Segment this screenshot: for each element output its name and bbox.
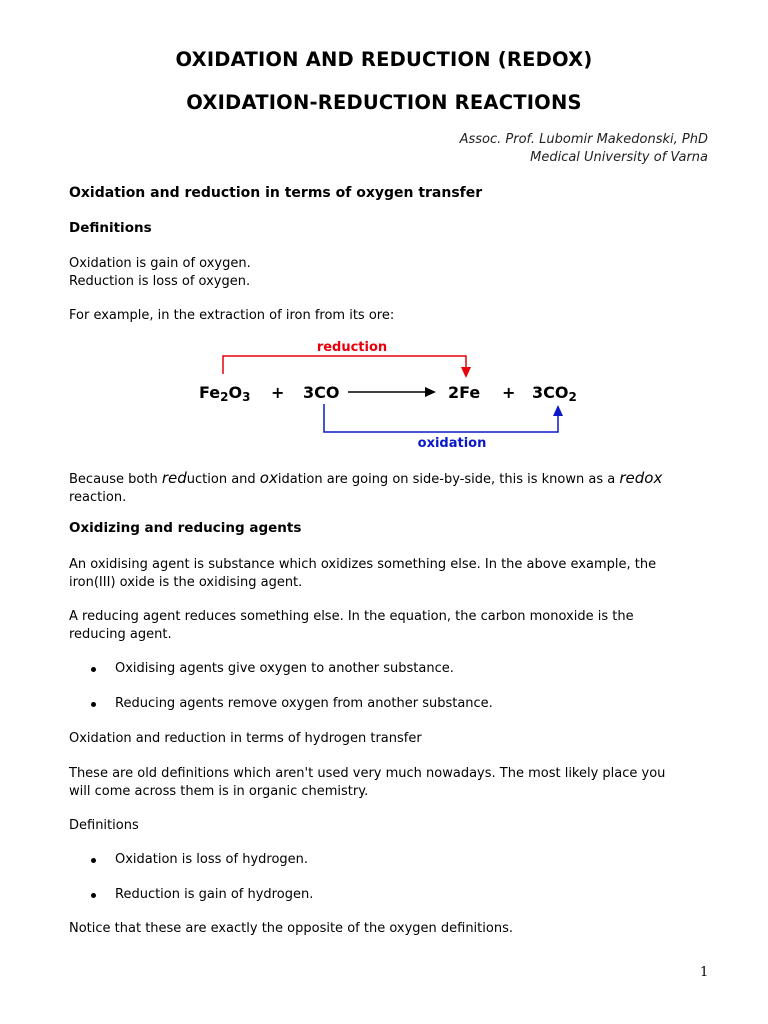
product-iron: 2Fe <box>448 383 481 402</box>
reducing-agent-paragraph <box>69 608 709 644</box>
plus-sign-2: + <box>502 383 516 402</box>
author-block <box>460 131 708 167</box>
bullet-dot <box>91 666 99 674</box>
hydrogen-heading: Oxidation and reduction in terms of hydrogen transfer <box>69 731 422 746</box>
product-carbon-dioxide: 3CO2 <box>532 383 577 404</box>
agents-heading: Oxidizing and reducing agents <box>69 520 302 536</box>
reducing-line-1: A reducing agent reduces something else. In the equation, the carbon monoxide is the <box>69 609 634 624</box>
bullet-reduction-hydrogen: Reduction is gain of hydrogen. <box>115 887 314 902</box>
oxidising-agent-paragraph <box>69 556 709 592</box>
redox-equation-diagram <box>180 332 620 458</box>
reaction-arrowhead <box>425 387 436 397</box>
redox-line-2: reaction. <box>69 490 127 505</box>
hydrogen-definitions-heading: Definitions <box>69 818 139 833</box>
reactant-iron-oxide: Fe2O3 <box>199 383 251 404</box>
oxidation-label: oxidation <box>417 436 487 451</box>
bullet-reducing-agents: Reducing agents remove oxygen from another substance. <box>115 696 493 711</box>
oxidation-bracket <box>324 404 558 432</box>
section-heading-oxygen-transfer: Oxidation and reduction in terms of oxygen transfer <box>69 185 483 201</box>
oxygen-definitions <box>69 255 709 291</box>
redox-line-1: Because both reduction and oxidation are going on side-by-side, this is known as a redox <box>69 469 663 487</box>
plus-sign: + <box>271 383 285 402</box>
reducing-line-2: reducing agent. <box>69 627 172 642</box>
author-name: Assoc. Prof. Lubomir Makedonski, PhD <box>459 132 708 147</box>
document-subtitle: OXIDATION-REDUCTION REACTIONS <box>186 91 582 114</box>
definition-oxidation: Oxidation is gain of oxygen. <box>69 256 251 271</box>
hydrogen-intro <box>69 765 709 801</box>
author-affiliation: Medical University of Varna <box>530 150 708 165</box>
example-intro: For example, in the extraction of iron from its ore: <box>69 308 395 323</box>
bullet-dot <box>91 701 99 709</box>
bullet-dot <box>91 892 99 900</box>
definition-reduction: Reduction is loss of oxygen. <box>69 274 251 289</box>
reactant-carbon-monoxide: 3CO <box>303 383 340 402</box>
document-title: OXIDATION AND REDUCTION (REDOX) <box>175 48 593 71</box>
reduction-label: reduction <box>316 340 388 355</box>
red-emphasis: red <box>161 469 187 487</box>
reduction-arrowhead <box>461 367 471 378</box>
notice-paragraph: Notice that these are exactly the opposite of the oxygen definitions. <box>69 921 513 936</box>
ox-emphasis: ox <box>259 469 278 487</box>
reduction-bracket <box>223 356 466 374</box>
oxidation-arrowhead <box>553 405 563 416</box>
hydrogen-intro-line-2: will come across them is in organic chemistry. <box>69 784 369 799</box>
bullet-oxidising-agents: Oxidising agents give oxygen to another substance. <box>115 661 454 676</box>
definitions-heading: Definitions <box>69 220 152 236</box>
bullet-oxidation-hydrogen: Oxidation is loss of hydrogen. <box>115 852 309 867</box>
hydrogen-intro-line-1: These are old definitions which aren't used very much nowadays. The most likely place you <box>69 766 666 781</box>
bullet-dot <box>91 857 99 865</box>
oxidising-line-2: iron(III) oxide is the oxidising agent. <box>69 575 303 590</box>
oxidising-line-1: An oxidising agent is substance which oxidizes something else. In the above example, the <box>69 557 657 572</box>
redox-emphasis: redox <box>619 469 663 487</box>
redox-paragraph <box>69 469 729 507</box>
page-number: 1 <box>700 965 709 980</box>
